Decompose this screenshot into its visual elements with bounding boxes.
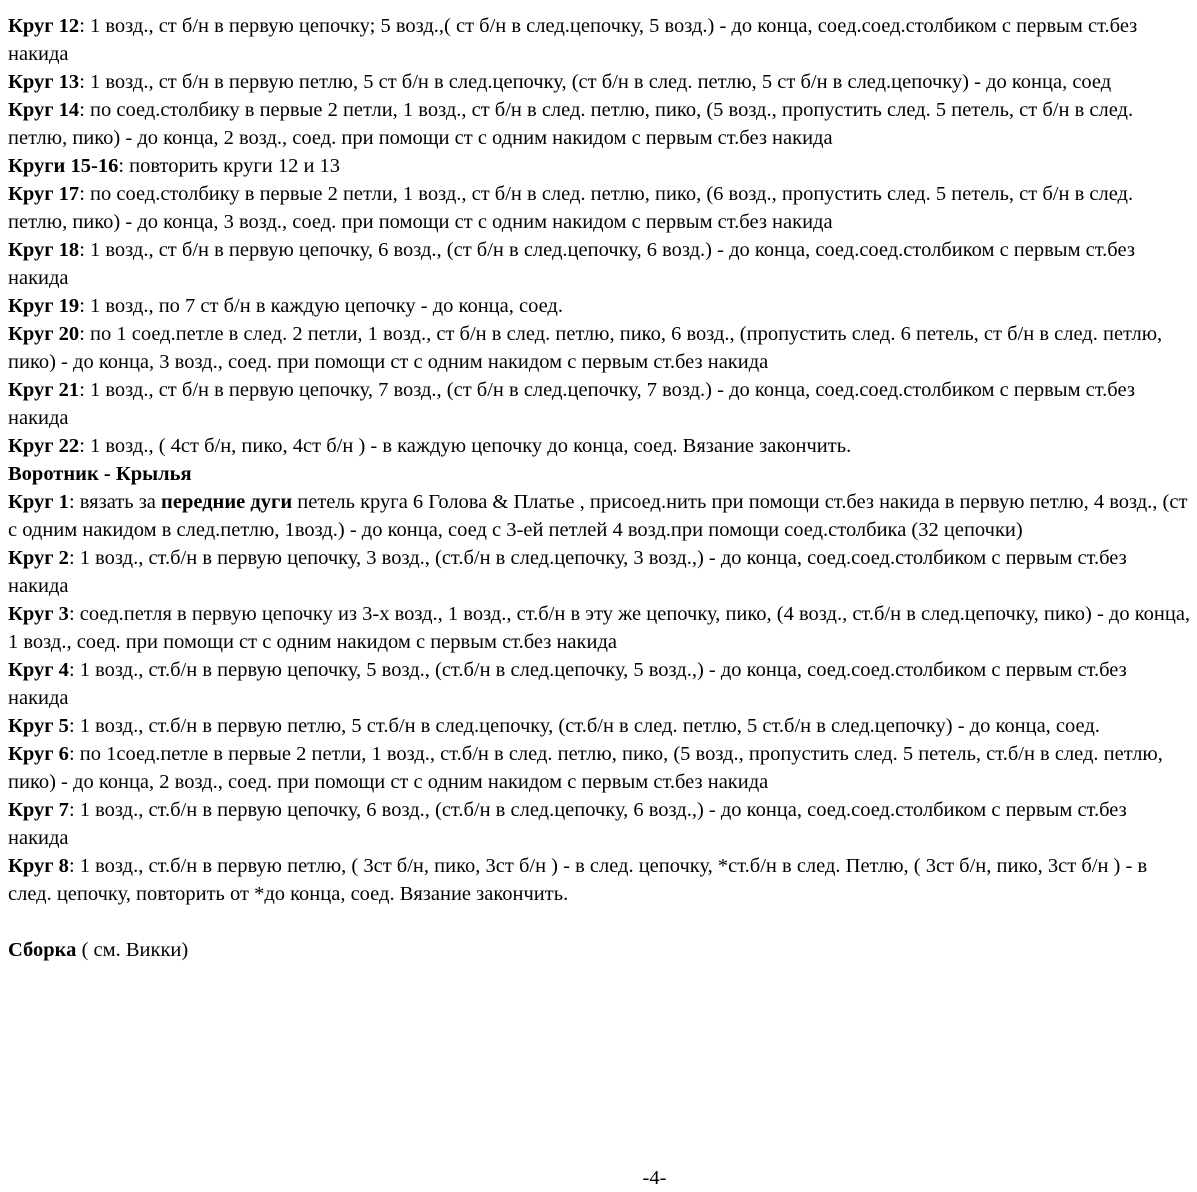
- round-label: Круг 3: [8, 603, 69, 625]
- round-label: Круг 1: [8, 491, 69, 513]
- collar-round-3: [8, 600, 1192, 656]
- collar-round-7: [8, 796, 1192, 852]
- rounds-15-16: [8, 152, 1192, 180]
- round-20: [8, 320, 1192, 376]
- round-22: [8, 432, 1192, 460]
- round-label: Круг 2: [8, 547, 69, 569]
- round-text: : 1 возд., ст.б/н в первую цепочку, 5 возд., (ст.б/н в след.цепочку, 5 возд.,) - до конца, соед.соед.столбиком с первым ст.без накида: [8, 659, 1127, 709]
- collar-round-6: [8, 740, 1192, 796]
- round-text: : соед.петля в первую цепочку из 3-х возд., 1 возд., ст.б/н в эту же цепочку, пико, (4 возд., ст.б/н в след.цепочку, пико) - до конца, 1 возд., соед. при помощи ст с одним накидом с первым ст.без накида: [8, 603, 1191, 653]
- round-label: Круг 4: [8, 659, 69, 681]
- round-text: : вязать за: [68, 491, 162, 513]
- round-label: Круг 18: [8, 239, 80, 261]
- assembly-note: [8, 936, 1192, 964]
- round-text: : по соед.столбику в первые 2 петли, 1 возд., ст б/н в след. петлю, пико, (6 возд., пропустить след. 5 петель, ст б/н в след. петлю, пико) - до конца, 3 возд., соед. при помощи ст с одним накидом с первым ст.без накида: [8, 183, 1134, 233]
- collar-round-5: [8, 712, 1192, 740]
- round-text: : 1 возд., ст.б/н в первую цепочку, 6 возд., (ст.б/н в след.цепочку, 6 возд.,) - до конца, соед.соед.столбиком с первым ст.без накида: [8, 799, 1127, 849]
- collar-round-1: [8, 488, 1192, 544]
- round-12: [8, 12, 1192, 68]
- collar-round-4: [8, 656, 1192, 712]
- round-label: Круг 20: [8, 323, 80, 345]
- section-title-text: Воротник - Крылья: [8, 463, 192, 485]
- round-21: [8, 376, 1192, 432]
- round-text: : 1 возд., ст б/н в первую цепочку, 6 возд., (ст б/н в след.цепочку, 6 возд.) - до конца, соед.соед.столбиком с первым ст.без накида: [8, 239, 1135, 289]
- round-label: Круг 17: [8, 183, 80, 205]
- round-text: : 1 возд., ст б/н в первую цепочку, 7 возд., (ст б/н в след.цепочку, 7 возд.) - до конца, соед.соед.столбиком с первым ст.без накида: [8, 379, 1135, 429]
- round-text: : 1 возд., ст.б/н в первую петлю, 5 ст.б/н в след.цепочку, (ст.б/н в след. петлю, 5 ст.б/н в след.цепочку) - до конца, соед.: [68, 715, 1100, 737]
- round-label: Круг 13: [8, 71, 80, 93]
- round-label: Круг 5: [8, 715, 69, 737]
- emphasis-text: передние дуги: [161, 491, 293, 513]
- round-18: [8, 236, 1192, 292]
- round-text: : по соед.столбику в первые 2 петли, 1 возд., ст б/н в след. петлю, пико, (5 возд., пропустить след. 5 петель, ст б/н в след. петлю, пико) - до конца, 2 возд., соед. при помощи ст с одним накидом с первым ст.без накида: [8, 99, 1134, 149]
- round-label: Круги 15-16: [8, 155, 119, 177]
- round-text: : по 1соед.петле в первые 2 петли, 1 возд., ст.б/н в след. петлю, пико, (5 возд., пропустить след. 5 петель, ст.б/н в след. петлю, пико) - до конца, 2 возд., соед. при помощи ст с одним накидом с первым ст.без накида: [8, 743, 1163, 793]
- round-label: Круг 22: [8, 435, 80, 457]
- section-title: [8, 460, 1192, 488]
- spacer: [8, 908, 1192, 936]
- collar-round-2: [8, 544, 1192, 600]
- round-text: : 1 возд., ст б/н в первую цепочку; 5 возд.,( ст б/н в след.цепочку, 5 возд.) - до конца, соед.соед.столбиком с первым ст.без накида: [8, 15, 1138, 65]
- round-label: Круг 7: [8, 799, 69, 821]
- round-text: : 1 возд., ( 4ст б/н, пико, 4ст б/н ) - в каждую цепочку до конца, соед. Вязание закончить.: [79, 435, 852, 457]
- round-label: Круг 14: [8, 99, 80, 121]
- round-13: [8, 68, 1192, 96]
- round-text: : 1 возд., по 7 ст б/н в каждую цепочку - до конца, соед.: [79, 295, 563, 317]
- page-number: -4-: [642, 1167, 667, 1189]
- assembly-text: ( см. Викки): [76, 939, 189, 961]
- round-text: : 1 возд., ст.б/н в первую цепочку, 3 возд., (ст.б/н в след.цепочку, 3 возд.,) - до конца, соед.соед.столбиком с первым ст.без накида: [8, 547, 1127, 597]
- assembly-label: Сборка: [8, 939, 77, 961]
- round-text: : по 1 соед.петле в след. 2 петли, 1 возд., ст б/н в след. петлю, пико, 6 возд., (пропустить след. 6 петель, ст б/н в след. петлю, пико) - до конца, 3 возд., соед. при помощи ст с одним накидом с первым ст.без накида: [8, 323, 1163, 373]
- round-text: : 1 возд., ст б/н в первую петлю, 5 ст б/н в след.цепочку, (ст б/н в след. петлю, 5 ст б/н в след.цепочку) - до конца, соед: [79, 71, 1112, 93]
- document-page: [8, 12, 1192, 964]
- collar-round-8: [8, 852, 1192, 908]
- round-label: Круг 19: [8, 295, 80, 317]
- round-text: петель круга 6 Голова & Платье , присоед.нить при помощи ст.без накида в первую петлю, 4 возд., (ст с одним накидом в след.петлю, 1возд.) - до конца, соед с 3-ей петлей 4 возд.при помощи соед.столбика (32 цепочки): [8, 491, 1188, 541]
- round-text: : повторить круги 12 и 13: [118, 155, 341, 177]
- round-19: [8, 292, 1192, 320]
- round-text: : 1 возд., ст.б/н в первую петлю, ( 3ст б/н, пико, 3ст б/н ) - в след. цепочку, *ст.б/н в след. Петлю, ( 3ст б/н, пико, 3ст б/н ) - в след. цепочку, повторить от *до конца, соед. Вязание закончить.: [8, 855, 1148, 905]
- round-label: Круг 6: [8, 743, 69, 765]
- round-14: [8, 96, 1192, 152]
- round-label: Круг 21: [8, 379, 80, 401]
- round-label: Круг 8: [8, 855, 69, 877]
- round-17: [8, 180, 1192, 236]
- round-label: Круг 12: [8, 15, 80, 37]
